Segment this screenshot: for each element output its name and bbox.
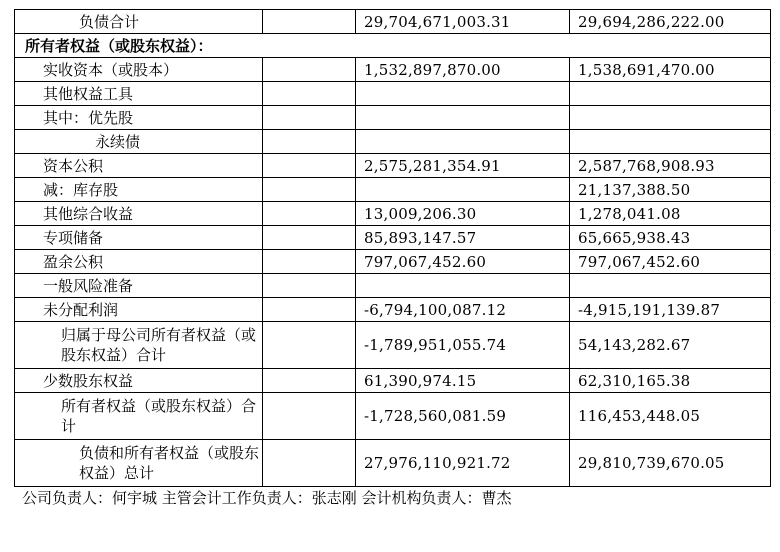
- table-row: [15, 369, 771, 393]
- note-cell: [263, 130, 356, 154]
- prior-period-cell: 29,810,739,670.05: [570, 440, 771, 487]
- table-row: [15, 82, 771, 106]
- row-label: 资本公积: [15, 154, 263, 178]
- note-cell: [263, 226, 356, 250]
- table-row: [15, 34, 771, 58]
- balance-sheet-body: [15, 10, 771, 487]
- prior-period-cell: 21,137,388.50: [570, 178, 771, 202]
- note-cell: [263, 298, 356, 322]
- current-period-cell: [356, 274, 570, 298]
- current-period-cell: -6,794,100,087.12: [356, 298, 570, 322]
- table-row: [15, 250, 771, 274]
- current-period-cell: [356, 178, 570, 202]
- current-period-cell: 27,976,110,921.72: [356, 440, 570, 487]
- balance-sheet-table: [14, 9, 771, 487]
- table-row: [15, 440, 771, 487]
- note-cell: [263, 202, 356, 226]
- table-row: [15, 130, 771, 154]
- note-cell: [263, 440, 356, 487]
- note-cell: [263, 322, 356, 369]
- prior-period-cell: -4,915,191,139.87: [570, 298, 771, 322]
- prior-period-cell: [570, 82, 771, 106]
- row-label: 一般风险准备: [15, 274, 263, 298]
- prior-period-cell: 54,143,282.67: [570, 322, 771, 369]
- table-row: [15, 226, 771, 250]
- row-label: 永续债: [15, 130, 263, 154]
- prior-period-cell: [570, 274, 771, 298]
- row-label: 减：库存股: [15, 178, 263, 202]
- prior-period-cell: 62,310,165.38: [570, 369, 771, 393]
- prior-period-cell: 2,587,768,908.93: [570, 154, 771, 178]
- table-row: [15, 322, 771, 369]
- row-label: 归属于母公司所有者权益（或股东权益）合计: [15, 322, 263, 369]
- prior-period-cell: 116,453,448.05: [570, 393, 771, 440]
- note-cell: [263, 106, 356, 130]
- table-row: [15, 178, 771, 202]
- prior-period-cell: 65,665,938.43: [570, 226, 771, 250]
- row-label: 其他综合收益: [15, 202, 263, 226]
- prior-period-cell: [570, 130, 771, 154]
- row-label: 少数股东权益: [15, 369, 263, 393]
- note-cell: [263, 58, 356, 82]
- row-label: 负债和所有者权益（或股东权益）总计: [15, 440, 263, 487]
- row-label: 负债合计: [15, 10, 263, 34]
- signature-footer: 公司负责人：何宇城 主管会计工作负责人：张志刚 会计机构负责人：曹杰: [22, 489, 512, 507]
- current-period-cell: 2,575,281,354.91: [356, 154, 570, 178]
- note-cell: [263, 178, 356, 202]
- prior-period-cell: 797,067,452.60: [570, 250, 771, 274]
- row-label: 其中：优先股: [15, 106, 263, 130]
- prior-period-cell: 29,694,286,222.00: [570, 10, 771, 34]
- row-label: 实收资本（或股本）: [15, 58, 263, 82]
- current-period-cell: -1,789,951,055.74: [356, 322, 570, 369]
- note-cell: [263, 393, 356, 440]
- prior-period-cell: 1,278,041.08: [570, 202, 771, 226]
- row-label: 所有者权益（或股东权益）合计: [15, 393, 263, 440]
- note-cell: [263, 369, 356, 393]
- note-cell: [263, 154, 356, 178]
- current-period-cell: [356, 106, 570, 130]
- table-row: [15, 10, 771, 34]
- table-row: [15, 393, 771, 440]
- current-period-cell: [356, 130, 570, 154]
- row-label: 其他权益工具: [15, 82, 263, 106]
- table-row: [15, 202, 771, 226]
- row-label: 专项储备: [15, 226, 263, 250]
- table-row: [15, 106, 771, 130]
- note-cell: [263, 274, 356, 298]
- row-label: 未分配利润: [15, 298, 263, 322]
- current-period-cell: 797,067,452.60: [356, 250, 570, 274]
- current-period-cell: 85,893,147.57: [356, 226, 570, 250]
- current-period-cell: 29,704,671,003.31: [356, 10, 570, 34]
- current-period-cell: 61,390,974.15: [356, 369, 570, 393]
- current-period-cell: 1,532,897,870.00: [356, 58, 570, 82]
- current-period-cell: [356, 82, 570, 106]
- table-row: [15, 154, 771, 178]
- row-label: 盈余公积: [15, 250, 263, 274]
- prior-period-cell: [570, 106, 771, 130]
- section-heading: 所有者权益（或股东权益）：: [15, 34, 771, 58]
- note-cell: [263, 250, 356, 274]
- note-cell: [263, 82, 356, 106]
- note-cell: [263, 10, 356, 34]
- current-period-cell: 13,009,206.30: [356, 202, 570, 226]
- prior-period-cell: 1,538,691,470.00: [570, 58, 771, 82]
- table-row: [15, 274, 771, 298]
- table-row: [15, 298, 771, 322]
- table-row: [15, 58, 771, 82]
- current-period-cell: -1,728,560,081.59: [356, 393, 570, 440]
